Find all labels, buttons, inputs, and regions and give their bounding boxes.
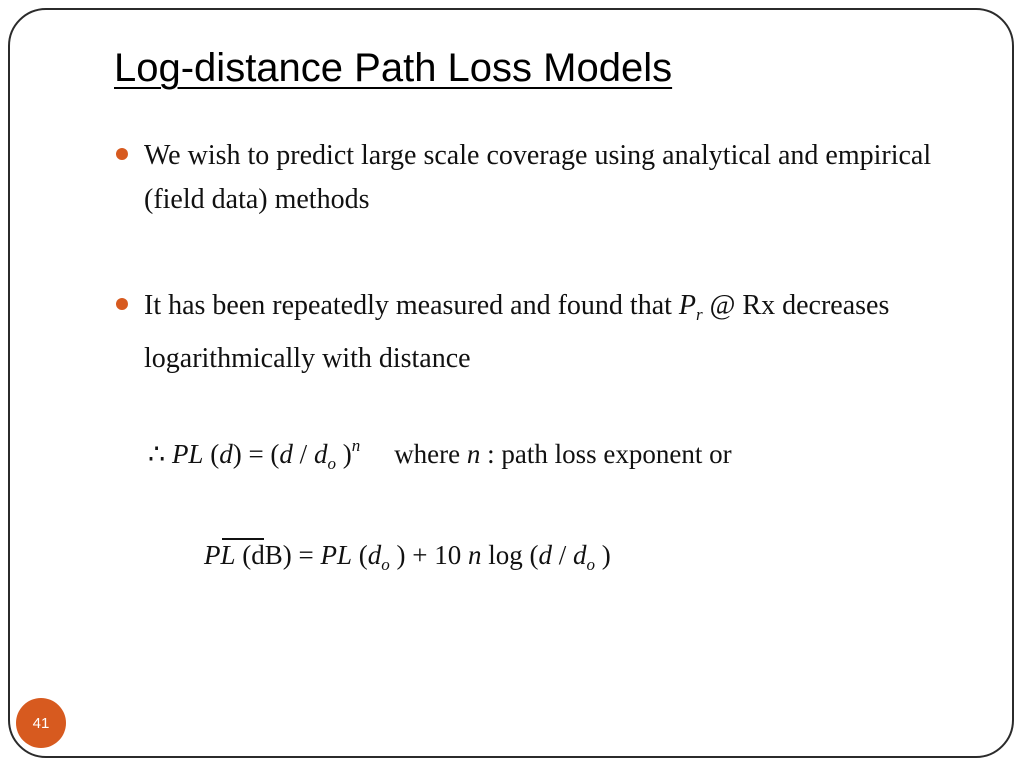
bullet-dot-icon xyxy=(116,148,128,160)
equation-pathloss-ratio: ∴ PL $(d) = (d / d_o$ )$^n$ where n : path loss exponent or xyxy=(148,436,732,473)
bullet-item-2 xyxy=(116,284,936,381)
power-symbol: P xyxy=(678,290,697,321)
page-number-badge: 41 xyxy=(16,698,66,748)
equation-note: where xyxy=(394,439,467,469)
bullet-item-1 xyxy=(116,134,936,222)
equation-pathloss-db: PL (dB) = PL ($d_o$ ) + 10 n $\log (d / d_o$ ) xyxy=(204,540,611,574)
slide-title: Log-distance Path Loss Models xyxy=(114,46,673,90)
bullet-text xyxy=(144,284,936,381)
bullet-text: We wish to predict large scale coverage using analytical and empirical (field data) methods xyxy=(144,140,932,215)
bullet-text-before: It has been repeatedly measured and found that xyxy=(144,290,679,321)
bullet-text-after: @ Rx decreases logarithmically with distance xyxy=(144,290,890,374)
therefore-symbol: ∴ xyxy=(148,439,166,469)
slide xyxy=(8,8,1014,758)
power-subscript: r xyxy=(696,305,703,324)
bullet-dot-icon xyxy=(116,298,128,310)
